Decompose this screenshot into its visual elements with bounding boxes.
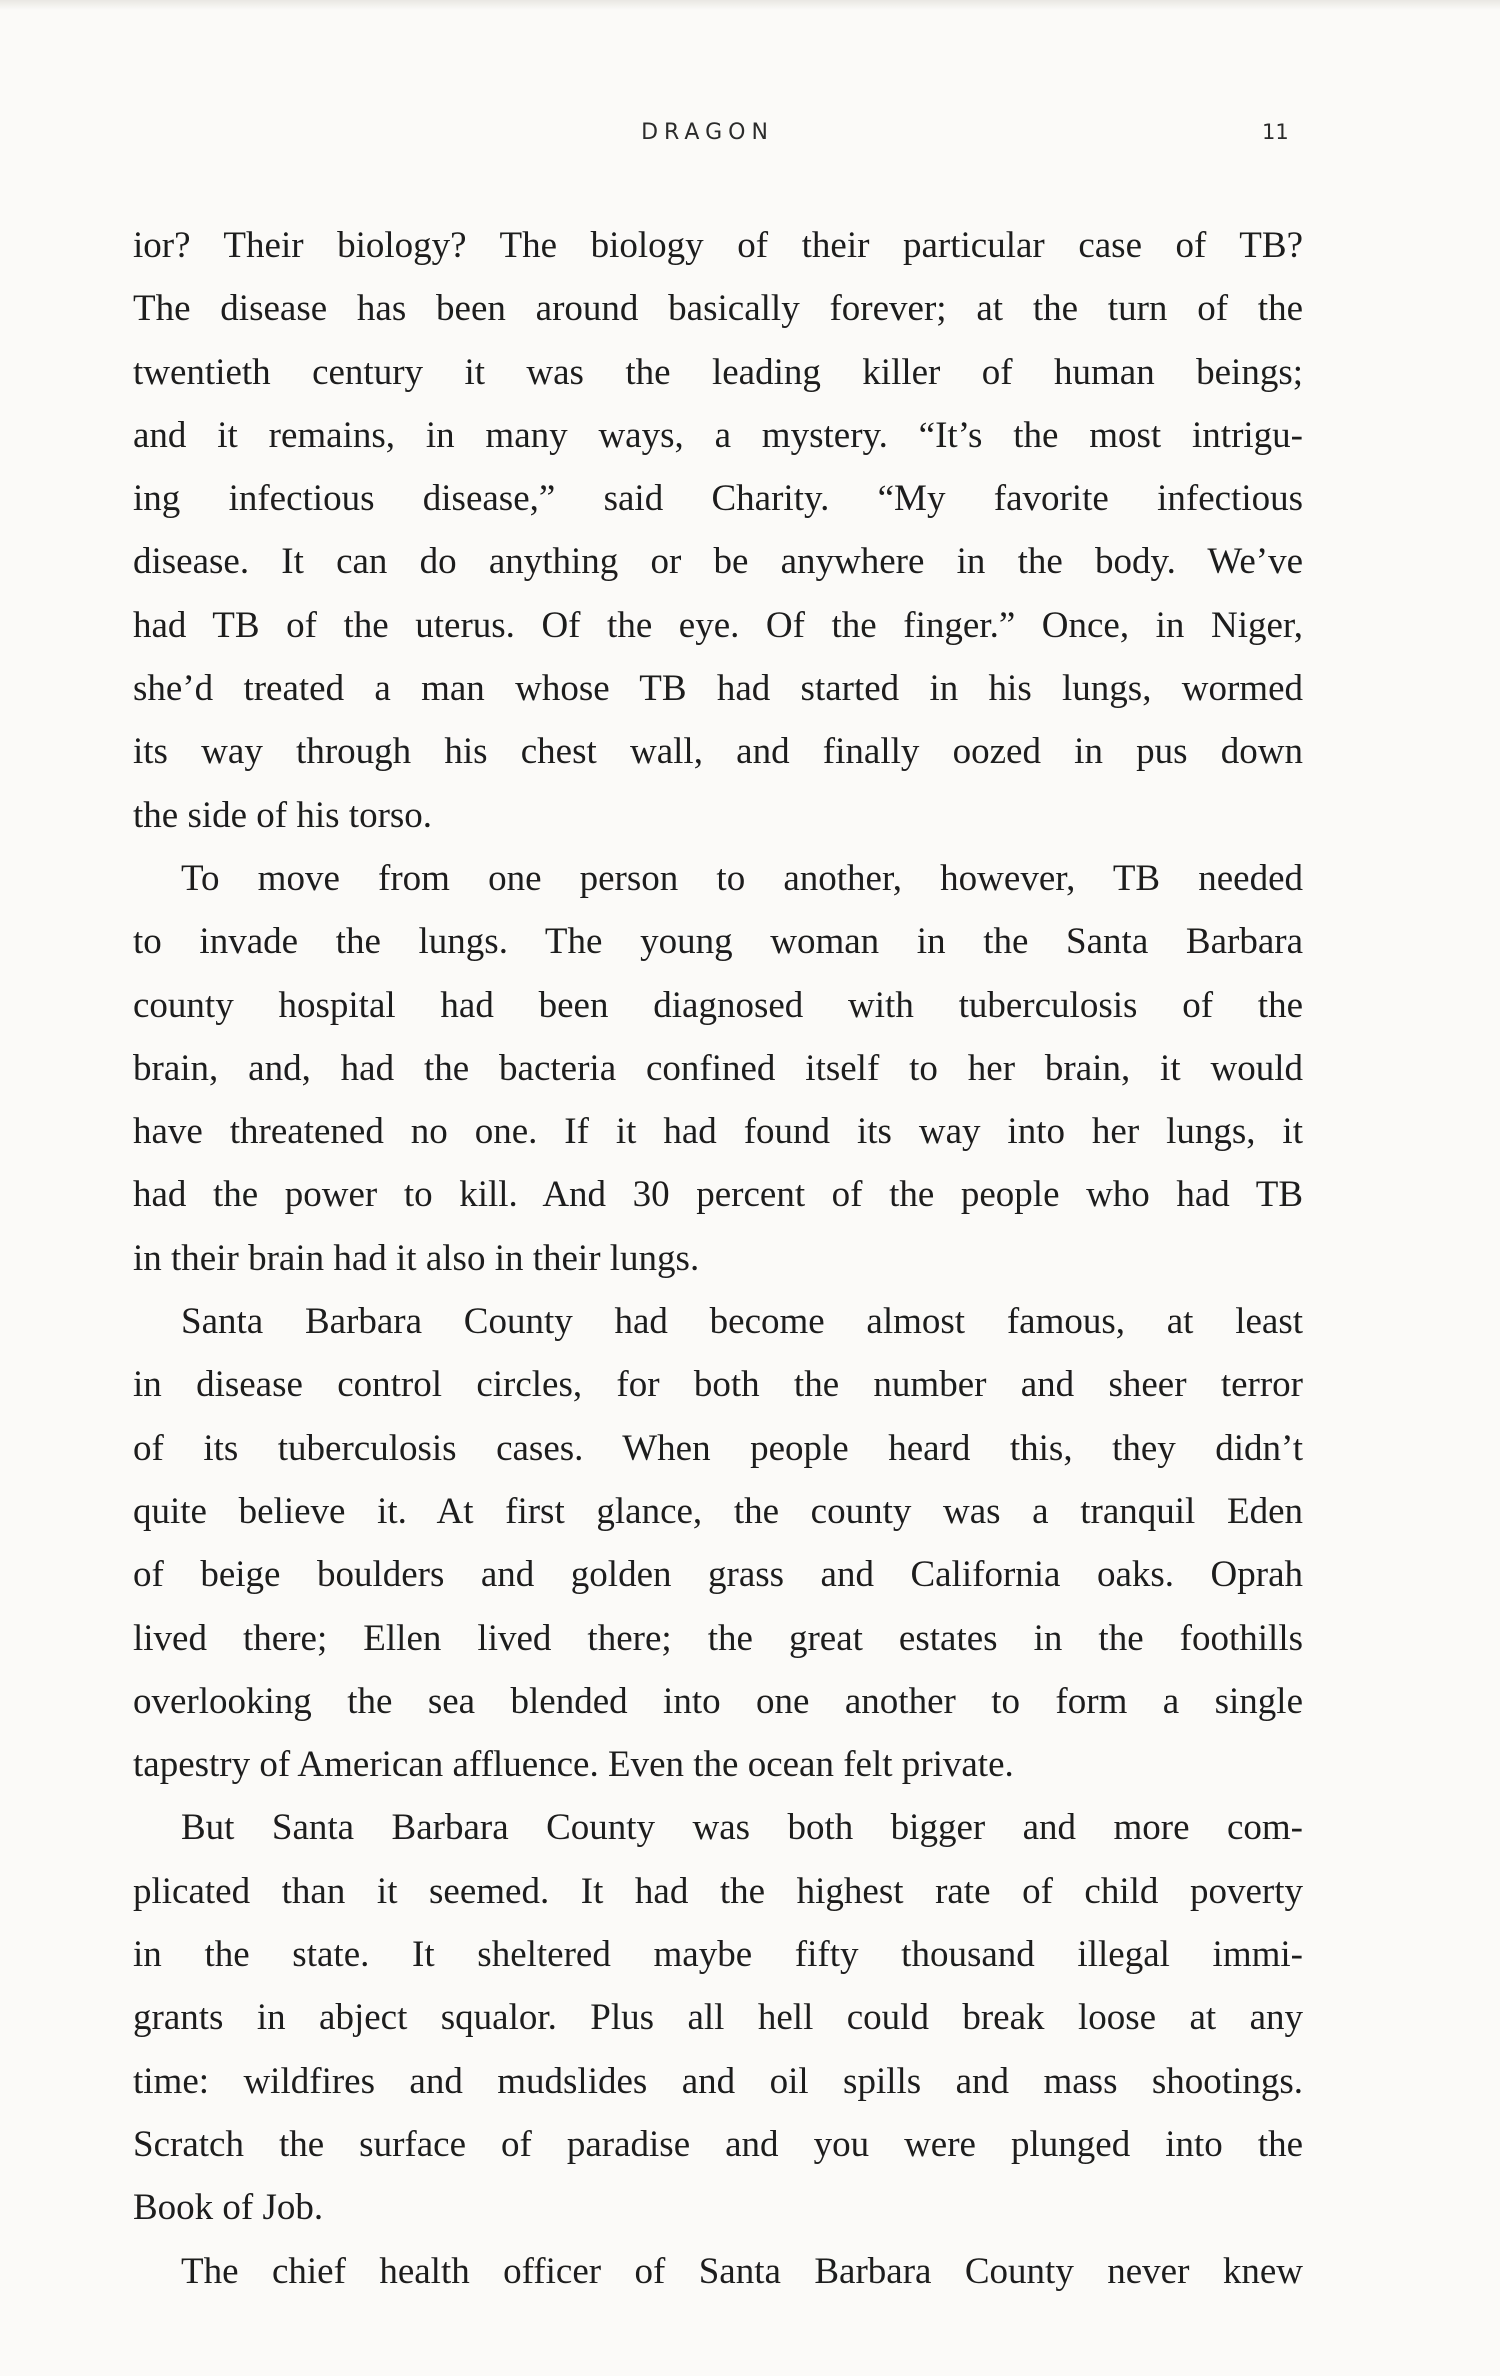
text-line: lived there; Ellen lived there; the great estates in the foothills — [133, 1617, 1303, 1659]
text-line: in the state. It sheltered maybe fifty thousand illegal immi- — [133, 1934, 1303, 1976]
text-line: county hospital had been diagnosed with tuberculosis of the — [133, 984, 1303, 1026]
text-line: Santa Barbara County had become almost famous, at least — [181, 1301, 1303, 1343]
running-head — [0, 120, 1500, 160]
text-line: she’d treated a man whose TB had started in his lungs, wormed — [133, 668, 1303, 710]
page-top-edge — [0, 0, 1500, 10]
text-line: grants in abject squalor. Plus all hell could break loose at any — [133, 1997, 1303, 2039]
text-line: and it remains, in many ways, a mystery. “It’s the most intrigu- — [133, 414, 1303, 456]
text-line: But Santa Barbara County was both bigger and more com- — [181, 1807, 1303, 1849]
body-text — [133, 214, 1303, 2303]
text-line: of its tuberculosis cases. When people heard this, they didn’t — [133, 1427, 1303, 1469]
text-line: The chief health officer of Santa Barbara County never knew — [181, 2250, 1303, 2292]
text-line: ing infectious disease,” said Charity. “My favorite infectious — [133, 478, 1303, 520]
chapter-title: DRAGON — [641, 120, 774, 145]
text-line: The disease has been around basically forever; at the turn of the — [133, 288, 1303, 330]
text-line: brain, and, had the bacteria confined itself to her brain, it would — [133, 1047, 1303, 1089]
text-line: twentieth century it was the leading killer of human beings; — [133, 351, 1303, 393]
text-line: had TB of the uterus. Of the eye. Of the finger.” Once, in Niger, — [133, 604, 1303, 646]
text-line: ior? Their biology? The biology of their particular case of TB? — [133, 225, 1303, 266]
text-line: in their brain had it also in their lungs. — [133, 1237, 700, 1279]
text-line: have threatened no one. If it had found its way into her lungs, it — [133, 1111, 1303, 1153]
text-line: in disease control circles, for both the number and sheer terror — [133, 1364, 1303, 1406]
text-line: had the power to kill. And 30 percent of the people who had TB — [133, 1174, 1303, 1216]
text-line: disease. It can do anything or be anywhere in the body. We’ve — [133, 541, 1303, 583]
text-line: plicated than it seemed. It had the highest rate of child poverty — [133, 1870, 1303, 1912]
text-line: quite believe it. At first glance, the county was a tranquil Eden — [133, 1490, 1303, 1532]
text-line: to invade the lungs. The young woman in the Santa Barbara — [133, 921, 1303, 963]
text-line: of beige boulders and golden grass and California oaks. Oprah — [133, 1554, 1303, 1596]
text-line: overlooking the sea blended into one another to form a single — [133, 1680, 1303, 1722]
text-line: tapestry of American affluence. Even the ocean felt private. — [133, 1744, 1014, 1786]
text-line: To move from one person to another, however, TB needed — [181, 857, 1303, 899]
page-number: 11 — [1262, 120, 1289, 144]
text-line: its way through his chest wall, and finally oozed in pus down — [133, 731, 1303, 773]
text-line: Scratch the surface of paradise and you were plunged into the — [133, 2123, 1303, 2165]
text-line: Book of Job. — [133, 2187, 324, 2229]
text-line: time: wildfires and mudslides and oil spills and mass shootings. — [133, 2060, 1303, 2102]
text-line: the side of his torso. — [133, 794, 433, 836]
